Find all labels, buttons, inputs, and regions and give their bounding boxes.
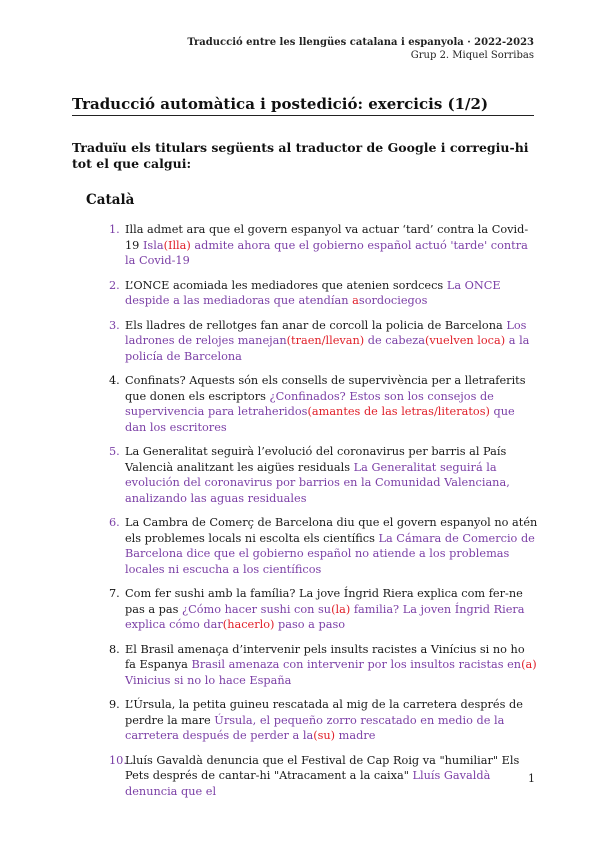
item-number: 9. <box>109 698 120 711</box>
list-item <box>98 642 538 689</box>
list-item <box>98 697 538 744</box>
list-item <box>98 586 538 633</box>
machine-translation: Úrsula, el pequeño zorro rescatado en medio de la carretera después de perder a la <box>125 713 505 742</box>
machine-translation: Lluís Gavaldà denuncia que el <box>125 769 491 798</box>
list-item <box>98 278 538 309</box>
catalan-headline: L’ONCE acomiada les mediadores que atenien sordcecs <box>125 278 444 292</box>
headline-list <box>98 222 538 808</box>
catalan-headline: El Brasil amenaça d’intervenir pels insults racistes a Vinícius si no ho fa Espanya <box>125 642 525 671</box>
item-number: 10. <box>109 753 127 767</box>
catalan-headline: Illa admet ara que el govern espanyol va actuar ‘tard’ contra la Covid-19 <box>125 223 529 252</box>
machine-translation: Brasil amenaza con intervenir por los insultos racistas en <box>191 658 522 671</box>
correction: (Illa) <box>163 238 191 252</box>
catalan-headline: La Cambra de Comerç de Barcelona diu que el govern espanyol no atén els problemes locals ni escolta els científics <box>125 516 538 545</box>
catalan-headline: Els lladres de rellotges fan anar de corcoll la policia de Barcelona <box>125 318 503 332</box>
group-instructor: Grup 2. Miquel Sorribas <box>410 50 534 61</box>
correction: (hacerlo) <box>222 618 275 631</box>
list-item <box>98 222 538 269</box>
item-number: 2. <box>109 278 120 292</box>
machine-translation: de cabeza <box>364 334 425 347</box>
item-number: 6. <box>109 516 120 529</box>
list-item <box>98 444 538 506</box>
correction: (traen/llevan) <box>286 334 365 347</box>
item-number: 7. <box>109 587 120 600</box>
machine-translation: Isla <box>142 238 164 252</box>
section-heading: Català <box>86 192 135 208</box>
machine-translation: La ONCE despide a las mediadoras que atendían <box>125 278 501 307</box>
course-title: Traducció entre les llengües catalana i espanyola · 2022-2023 <box>187 37 534 48</box>
machine-translation: La Cámara de Comercio de Barcelona dice que el gobierno español no atiende a los problemas locales ni escucha a los científicos <box>125 531 535 576</box>
catalan-headline: Lluís Gavaldà denuncia que el Festival de Cap Roig va "humiliar" Els Pets després de cantar-hi "Atracament a la caixa" <box>125 753 520 782</box>
machine-translation: madre <box>335 729 376 742</box>
correction: (la) <box>331 602 351 616</box>
item-number: 5. <box>109 445 120 458</box>
catalan-headline: Confinats? Aquests són els consells de supervivència per a lletraferits que donen els escriptors <box>125 374 526 403</box>
exercise-instruction: Traduïu els titulars següents al traductor de Google i corregiu-hi tot el que calgui: <box>72 140 529 171</box>
machine-translation: ¿Cómo hacer sushi con su <box>182 602 332 616</box>
page-title: Traducció automàtica i postedició: exercicis (1/2) <box>72 95 534 116</box>
catalan-headline: L’Úrsula, la petita guineu rescatada al mig de la carretera després de perdre la mare <box>125 698 523 727</box>
catalan-headline: Com fer sushi amb la família? La jove Íngrid Riera explica com fer-ne pas a pas <box>125 587 523 616</box>
machine-translation: paso a paso <box>274 618 346 631</box>
list-item <box>98 373 538 435</box>
list-item <box>98 318 538 365</box>
item-number: 3. <box>109 318 120 332</box>
document-header <box>187 36 534 62</box>
correction: a <box>352 294 359 307</box>
machine-translation: Vinicius si no lo hace España <box>125 673 292 687</box>
machine-translation: admite ahora que el gobierno español actuó 'tarde' contra la Covid-19 <box>125 238 528 267</box>
machine-translation: Los ladrones de relojes manejan <box>125 318 527 347</box>
correction: (su) <box>313 729 336 742</box>
machine-translation: La Generalitat seguirá la evolución del coronavirus por barrios en la Comunidad Valenciana, analizando las aguas residuales <box>125 460 510 505</box>
item-number: 4. <box>109 374 120 387</box>
machine-translation: ¿Confinados? Estos son los consejos de supervivencia para letraheridos <box>125 389 494 418</box>
correction: (amantes de las letras/literatos) <box>307 405 490 418</box>
correction: (a) <box>521 658 537 671</box>
list-item <box>98 753 538 800</box>
machine-translation: que dan los escritores <box>125 405 515 434</box>
catalan-headline: La Generalitat seguirà l’evolució del coronavirus per barris al País Valencià analitzant les aigües residuals <box>125 445 507 474</box>
item-number: 1. <box>109 223 120 236</box>
list-item <box>98 515 538 577</box>
machine-translation: a la policía de Barcelona <box>125 334 530 363</box>
machine-translation: sordociegos <box>358 294 428 307</box>
item-number: 8. <box>109 642 120 656</box>
correction: (vuelven loca) <box>424 334 506 347</box>
machine-translation: familia? La joven Íngrid Riera explica cómo dar <box>125 602 525 631</box>
page-number: 1 <box>528 772 535 785</box>
